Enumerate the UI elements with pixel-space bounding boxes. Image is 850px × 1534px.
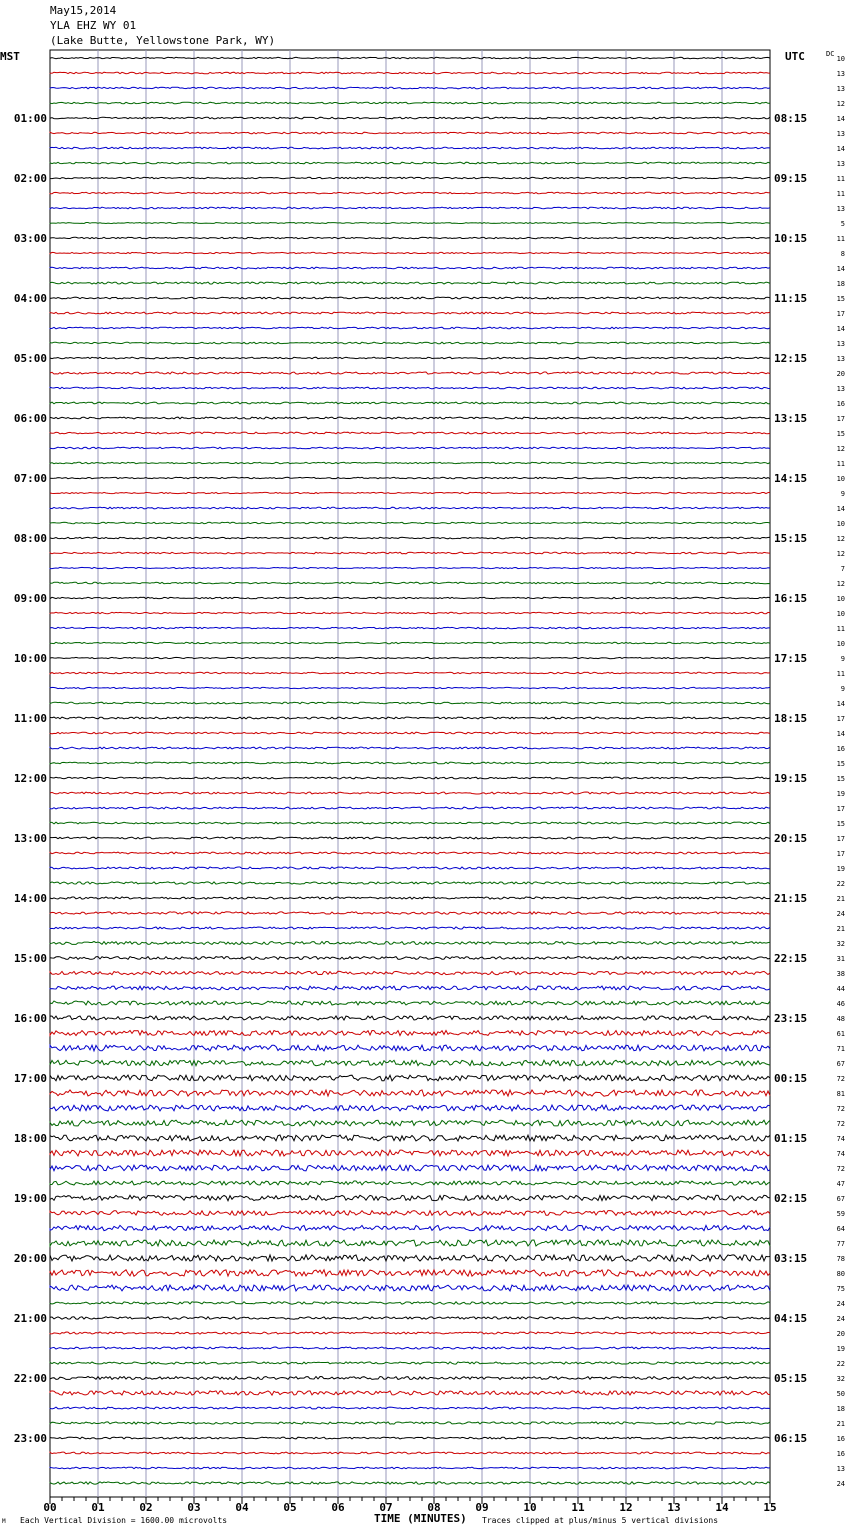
left-hour-label: 11:00	[13, 712, 47, 725]
seismic-trace	[50, 282, 770, 284]
x-tick-label: 06	[331, 1501, 345, 1514]
seismic-trace	[50, 672, 770, 673]
right-hour-label: 06:15	[774, 1432, 808, 1445]
dc-offset-label: 11	[836, 460, 845, 468]
dc-offset-label: 81	[836, 1090, 845, 1098]
right-hour-label: 23:15	[774, 1012, 808, 1025]
right-hour-label: 13:15	[774, 412, 808, 425]
seismic-trace	[50, 537, 770, 539]
seismic-trace	[50, 1225, 770, 1230]
dc-offset-label: 78	[836, 1255, 845, 1263]
seismic-trace	[50, 507, 770, 509]
seismic-trace	[50, 612, 770, 613]
seismic-trace	[50, 657, 770, 658]
dc-offset-label: 22	[836, 880, 845, 888]
dc-offset-label: 50	[836, 1390, 845, 1398]
seismic-trace	[50, 207, 770, 209]
dc-offset-label: 67	[836, 1060, 845, 1068]
left-hour-label: 18:00	[13, 1132, 47, 1145]
seismic-trace	[50, 117, 770, 119]
seismic-trace	[50, 1075, 770, 1081]
dc-offset-label: 10	[836, 520, 845, 528]
seismic-trace	[50, 1120, 770, 1126]
dc-offset-label: 59	[836, 1210, 845, 1218]
left-hour-label: 21:00	[13, 1312, 47, 1325]
seismic-trace	[50, 1211, 770, 1216]
dc-offset-label: 14	[836, 505, 845, 513]
left-hour-label: 12:00	[13, 772, 47, 785]
seismic-trace	[50, 986, 770, 990]
dc-offset-label: 24	[836, 1300, 845, 1308]
dc-offset-label: 9	[840, 490, 845, 498]
seismic-trace	[50, 147, 770, 149]
seismic-trace	[50, 387, 770, 389]
seismic-trace	[50, 1422, 770, 1424]
seismic-trace	[50, 1407, 770, 1409]
dc-offset-label: 19	[836, 1345, 845, 1353]
dc-offset-label: 12	[836, 580, 845, 588]
seismic-trace	[50, 477, 770, 478]
seismic-trace	[50, 162, 770, 164]
dc-offset-label: 19	[836, 865, 845, 873]
seismic-trace	[50, 1362, 770, 1364]
x-tick-label: 14	[715, 1501, 729, 1514]
seismic-trace	[50, 1016, 770, 1020]
seismic-trace	[50, 582, 770, 584]
x-tick-label: 03	[187, 1501, 201, 1514]
dc-offset-label: 31	[836, 955, 845, 963]
dc-offset-label: 10	[836, 475, 845, 483]
seismic-trace	[50, 342, 770, 344]
seismic-trace	[50, 1031, 770, 1036]
seismic-trace	[50, 1482, 770, 1484]
seismic-trace	[50, 312, 770, 314]
right-hour-label: 18:15	[774, 712, 808, 725]
dc-offset-label: 18	[836, 280, 845, 288]
seismic-trace	[50, 792, 770, 794]
seismic-trace	[50, 1347, 770, 1349]
dc-offset-label: 16	[836, 1450, 845, 1458]
dc-offset-label: 38	[836, 970, 845, 978]
seismic-trace	[50, 687, 770, 688]
dc-offset-label: 15	[836, 775, 845, 783]
x-axis-label: TIME (MINUTES)	[374, 1512, 467, 1525]
dc-offset-label: 10	[836, 55, 845, 63]
left-hour-label: 15:00	[13, 952, 47, 965]
dc-offset-label: 14	[836, 145, 845, 153]
dc-offset-label: 10	[836, 595, 845, 603]
dc-offset-label: 74	[836, 1135, 845, 1143]
dc-offset-label: 14	[836, 265, 845, 273]
dc-offset-label: 16	[836, 1435, 845, 1443]
dc-offset-label: 7	[840, 565, 845, 573]
dc-offset-label: 17	[836, 835, 845, 843]
dc-offset-label: 11	[836, 190, 845, 198]
dc-offset-label: 13	[836, 70, 845, 78]
dc-offset-label: 72	[836, 1105, 845, 1113]
right-hour-label: 11:15	[774, 292, 808, 305]
seismic-trace	[50, 252, 770, 253]
right-hour-label: 00:15	[774, 1072, 808, 1085]
dc-offset-label: 15	[836, 760, 845, 768]
seismic-trace	[50, 1195, 770, 1200]
seismic-trace	[50, 237, 770, 238]
x-tick-label: 13	[667, 1501, 681, 1514]
seismic-trace	[50, 1285, 770, 1291]
seismic-trace	[50, 1302, 770, 1304]
seismic-trace	[50, 327, 770, 329]
seismic-trace	[50, 1270, 770, 1276]
dc-offset-label: 20	[836, 370, 845, 378]
left-hour-label: 14:00	[13, 892, 47, 905]
dc-offset-label: 13	[836, 205, 845, 213]
right-hour-label: 14:15	[774, 472, 808, 485]
seismic-trace	[50, 1437, 770, 1439]
dc-offset-label: 15	[836, 430, 845, 438]
dc-offset-label: 5	[840, 220, 845, 228]
dc-offset-label: 17	[836, 715, 845, 723]
left-hour-label: 22:00	[13, 1372, 47, 1385]
seismic-trace	[50, 552, 770, 554]
dc-offset-label: 64	[836, 1225, 845, 1233]
dc-offset-label: 19	[836, 790, 845, 798]
dc-offset-label: 72	[836, 1120, 845, 1128]
seismic-trace	[50, 957, 770, 960]
left-hour-label: 02:00	[13, 172, 47, 185]
x-tick-label: 02	[139, 1501, 153, 1514]
right-hour-label: 20:15	[774, 832, 808, 845]
right-hour-label: 15:15	[774, 532, 808, 545]
right-hour-label: 03:15	[774, 1252, 808, 1265]
dc-offset-label: 12	[836, 550, 845, 558]
right-hour-label: 02:15	[774, 1192, 808, 1205]
seismic-trace	[50, 1001, 770, 1005]
x-tick-label: 05	[283, 1501, 297, 1514]
x-tick-label: 04	[235, 1501, 249, 1514]
seismic-trace	[50, 1452, 770, 1454]
x-tick-label: 11	[571, 1501, 585, 1514]
dc-offset-label: 16	[836, 400, 845, 408]
dc-offset-label: 72	[836, 1075, 845, 1083]
header-location: (Lake Butte, Yellowstone Park, WY)	[50, 34, 276, 47]
dc-offset-label: 22	[836, 1360, 845, 1368]
seismic-trace	[50, 102, 770, 104]
dc-offset-label: 24	[836, 910, 845, 918]
seismic-trace	[50, 57, 770, 58]
dc-offset-label: 14	[836, 325, 845, 333]
x-tick-label: 15	[763, 1501, 777, 1514]
dc-offset-label: 17	[836, 310, 845, 318]
dc-offset-label: 71	[836, 1045, 845, 1053]
dc-offset-label: 48	[836, 1015, 845, 1023]
x-tick-label: 00	[43, 1501, 57, 1514]
seismic-trace	[50, 702, 770, 704]
left-hour-label: 13:00	[13, 832, 47, 845]
seismic-trace	[50, 462, 770, 463]
left-hour-label: 20:00	[13, 1252, 47, 1265]
dc-offset-label: 11	[836, 670, 845, 678]
seismic-trace	[50, 942, 770, 945]
right-hour-label: 19:15	[774, 772, 808, 785]
dc-offset-label: 17	[836, 850, 845, 858]
seismic-trace	[50, 717, 770, 719]
seismic-trace	[50, 192, 770, 193]
seismic-trace	[50, 492, 770, 493]
right-hour-label: 17:15	[774, 652, 808, 665]
left-hour-label: 01:00	[13, 112, 47, 125]
dc-offset-label: 13	[836, 85, 845, 93]
dc-offset-label: 44	[836, 985, 845, 993]
dc-offset-label: 18	[836, 1405, 845, 1413]
left-hour-label: 19:00	[13, 1192, 47, 1205]
dc-offset-label: 24	[836, 1315, 845, 1323]
seismic-trace	[50, 732, 770, 734]
dc-offset-label: 9	[840, 685, 845, 693]
right-hour-label: 12:15	[774, 352, 808, 365]
right-hour-label: 10:15	[774, 232, 808, 245]
dc-offset-label: 13	[836, 1465, 845, 1473]
seismic-trace	[50, 1377, 770, 1380]
seismic-trace	[50, 402, 770, 404]
seismic-trace	[50, 747, 770, 749]
dc-offset-label: 17	[836, 805, 845, 813]
x-tick-label: 10	[523, 1501, 537, 1514]
dc-offset-label: 16	[836, 745, 845, 753]
dc-offset-label: 80	[836, 1270, 845, 1278]
seismic-trace	[50, 267, 770, 269]
seismic-trace	[50, 1135, 770, 1141]
dc-offset-label: 13	[836, 385, 845, 393]
seismic-trace	[50, 357, 770, 359]
seismic-trace	[50, 642, 770, 643]
seismic-trace	[50, 807, 770, 809]
dc-offset-label: 13	[836, 340, 845, 348]
seismic-trace	[50, 1150, 770, 1156]
seismic-trace	[50, 1165, 770, 1171]
seismic-trace	[50, 1240, 770, 1246]
dc-label: DC	[826, 50, 835, 58]
seismic-trace	[50, 971, 770, 974]
seismic-trace	[50, 447, 770, 449]
right-timezone-label: UTC	[785, 50, 805, 63]
seismic-trace	[50, 417, 770, 419]
dc-offset-label: 47	[836, 1180, 845, 1188]
left-hour-label: 05:00	[13, 352, 47, 365]
left-hour-label: 03:00	[13, 232, 47, 245]
right-hour-label: 22:15	[774, 952, 808, 965]
dc-offset-label: 11	[836, 175, 845, 183]
right-hour-label: 16:15	[774, 592, 808, 605]
right-hour-label: 09:15	[774, 172, 808, 185]
footer-clip-note: Traces clipped at plus/minus 5 vertical divisions	[482, 1516, 719, 1525]
dc-offset-label: 9	[840, 655, 845, 663]
dc-offset-label: 46	[836, 1000, 845, 1008]
right-hour-label: 01:15	[774, 1132, 808, 1145]
right-hour-label: 05:15	[774, 1372, 808, 1385]
dc-offset-label: 13	[836, 160, 845, 168]
dc-offset-label: 15	[836, 820, 845, 828]
seismic-trace	[50, 1090, 770, 1096]
dc-offset-label: 10	[836, 610, 845, 618]
left-timezone-label: MST	[0, 50, 20, 63]
seismic-trace	[50, 1060, 770, 1065]
dc-offset-label: 20	[836, 1330, 845, 1338]
seismic-trace	[50, 597, 770, 598]
left-hour-label: 17:00	[13, 1072, 47, 1085]
dc-offset-label: 13	[836, 130, 845, 138]
seismic-trace	[50, 627, 770, 628]
footer-division-note: Each Vertical Division = 1600.00 microvolts	[20, 1516, 228, 1525]
seismic-trace	[50, 1467, 770, 1469]
seismic-trace	[50, 867, 770, 869]
dc-offset-label: 13	[836, 355, 845, 363]
right-hour-label: 04:15	[774, 1312, 808, 1325]
seismic-trace	[50, 567, 770, 568]
seismic-trace	[50, 522, 770, 523]
dc-offset-label: 24	[836, 1480, 845, 1488]
dc-offset-label: 17	[836, 415, 845, 423]
seismic-trace	[50, 297, 770, 299]
dc-offset-label: 61	[836, 1030, 845, 1038]
left-hour-label: 10:00	[13, 652, 47, 665]
seismic-trace	[50, 897, 770, 899]
seismic-trace	[50, 1105, 770, 1111]
dc-offset-label: 77	[836, 1240, 845, 1248]
x-tick-label: 12	[619, 1501, 633, 1514]
seismic-trace	[50, 837, 770, 839]
seismic-trace	[50, 87, 770, 89]
right-hour-label: 08:15	[774, 112, 808, 125]
seismic-trace	[50, 177, 770, 178]
left-hour-label: 09:00	[13, 592, 47, 605]
seismic-trace	[50, 1255, 770, 1261]
footer-corner-mark: M	[2, 1518, 6, 1525]
seismic-trace	[50, 1332, 770, 1334]
seismic-trace	[50, 927, 770, 929]
seismic-trace	[50, 852, 770, 854]
seismic-trace	[50, 223, 770, 224]
dc-offset-label: 21	[836, 895, 845, 903]
seismic-trace	[50, 1317, 770, 1319]
dc-offset-label: 12	[836, 535, 845, 543]
header-date: May15,2014	[50, 4, 117, 17]
dc-offset-label: 14	[836, 730, 845, 738]
dc-offset-label: 12	[836, 100, 845, 108]
seismic-trace	[50, 372, 770, 374]
seismic-trace	[50, 1391, 770, 1395]
dc-offset-label: 32	[836, 940, 845, 948]
dc-offset-label: 67	[836, 1195, 845, 1203]
dc-offset-label: 21	[836, 1420, 845, 1428]
dc-offset-label: 15	[836, 295, 845, 303]
dc-offset-label: 75	[836, 1285, 845, 1293]
left-hour-label: 04:00	[13, 292, 47, 305]
left-hour-label: 16:00	[13, 1012, 47, 1025]
x-tick-label: 08	[427, 1501, 441, 1514]
dc-offset-label: 72	[836, 1165, 845, 1173]
right-hour-label: 21:15	[774, 892, 808, 905]
seismic-trace	[50, 1045, 770, 1051]
seismic-trace	[50, 882, 770, 884]
dc-offset-label: 12	[836, 445, 845, 453]
left-hour-label: 08:00	[13, 532, 47, 545]
header-station: YLA EHZ WY 01	[50, 19, 137, 32]
x-tick-label: 09	[475, 1501, 489, 1514]
dc-offset-label: 21	[836, 925, 845, 933]
left-hour-label: 23:00	[13, 1432, 47, 1445]
dc-offset-label: 10	[836, 640, 845, 648]
seismic-trace	[50, 432, 770, 434]
seismic-trace	[50, 132, 770, 134]
seismic-trace	[50, 72, 770, 74]
dc-offset-label: 8	[840, 250, 845, 258]
dc-offset-label: 74	[836, 1150, 845, 1158]
dc-offset-label: 11	[836, 235, 845, 243]
dc-offset-label: 14	[836, 115, 845, 123]
seismic-trace	[50, 1181, 770, 1185]
seismic-trace	[50, 777, 770, 779]
dc-offset-label: 14	[836, 700, 845, 708]
dc-offset-label: 11	[836, 625, 845, 633]
x-tick-label: 01	[91, 1501, 105, 1514]
seismic-trace	[50, 912, 770, 914]
seismic-trace	[50, 762, 770, 764]
x-tick-label: 07	[379, 1501, 393, 1514]
dc-offset-label: 32	[836, 1375, 845, 1383]
left-hour-label: 06:00	[13, 412, 47, 425]
seismic-trace	[50, 822, 770, 824]
left-hour-label: 07:00	[13, 472, 47, 485]
